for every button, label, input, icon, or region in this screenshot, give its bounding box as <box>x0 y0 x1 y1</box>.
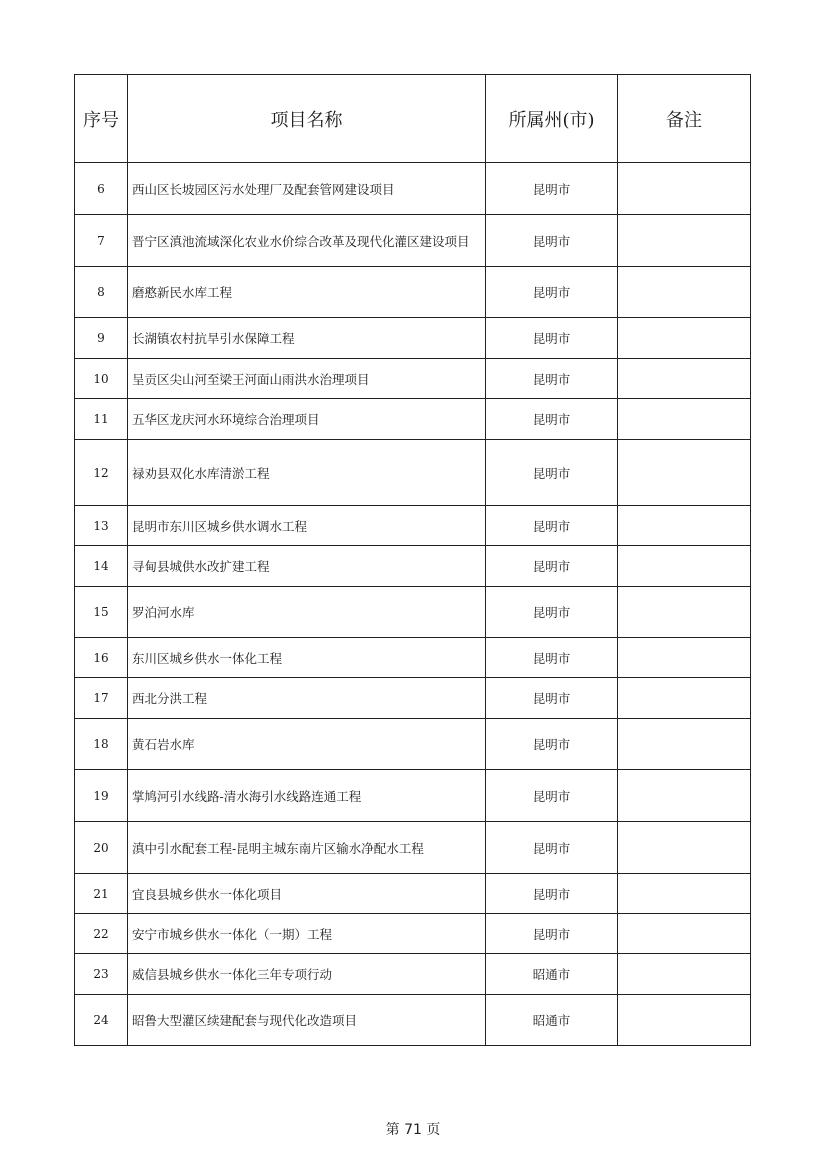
cell-note <box>618 215 751 267</box>
cell-city: 昆明市 <box>486 318 618 359</box>
table-row <box>75 719 751 770</box>
cell-no: 14 <box>75 546 128 587</box>
project-table <box>74 74 751 1046</box>
cell-project-name: 西山区长坡园区污水处理厂及配套管网建设项目 <box>128 163 486 215</box>
cell-no: 7 <box>75 215 128 267</box>
cell-city: 昆明市 <box>486 163 618 215</box>
cell-city: 昆明市 <box>486 546 618 587</box>
table-row <box>75 267 751 318</box>
header-note: 备注 <box>618 75 751 163</box>
cell-no: 22 <box>75 914 128 954</box>
cell-project-name: 昭鲁大型灌区续建配套与现代化改造项目 <box>128 995 486 1046</box>
cell-note <box>618 440 751 506</box>
cell-note <box>618 318 751 359</box>
cell-project-name: 掌鸠河引水线路-清水海引水线路连通工程 <box>128 770 486 822</box>
cell-note <box>618 546 751 587</box>
cell-project-name: 安宁市城乡供水一体化（一期）工程 <box>128 914 486 954</box>
cell-city: 昆明市 <box>486 719 618 770</box>
cell-project-name: 东川区城乡供水一体化工程 <box>128 638 486 678</box>
table-row <box>75 822 751 874</box>
cell-project-name: 禄劝县双化水库清淤工程 <box>128 440 486 506</box>
cell-city: 昭通市 <box>486 954 618 995</box>
cell-no: 15 <box>75 587 128 638</box>
table-row <box>75 506 751 546</box>
table-row <box>75 546 751 587</box>
cell-project-name: 磨憨新民水库工程 <box>128 267 486 318</box>
table-row <box>75 163 751 215</box>
cell-city: 昆明市 <box>486 822 618 874</box>
cell-city: 昆明市 <box>486 587 618 638</box>
cell-note <box>618 874 751 914</box>
cell-note <box>618 822 751 874</box>
cell-city: 昆明市 <box>486 874 618 914</box>
cell-note <box>618 638 751 678</box>
cell-project-name: 寻甸县城供水改扩建工程 <box>128 546 486 587</box>
cell-no: 23 <box>75 954 128 995</box>
cell-project-name: 五华区龙庆河水环境综合治理项目 <box>128 399 486 440</box>
cell-no: 10 <box>75 359 128 399</box>
table-row <box>75 770 751 822</box>
table-row <box>75 638 751 678</box>
header-city: 所属州(市) <box>486 75 618 163</box>
cell-project-name: 昆明市东川区城乡供水调水工程 <box>128 506 486 546</box>
cell-city: 昆明市 <box>486 678 618 719</box>
cell-note <box>618 587 751 638</box>
cell-city: 昆明市 <box>486 267 618 318</box>
table-row <box>75 359 751 399</box>
table-body <box>75 163 751 1046</box>
table-row <box>75 995 751 1046</box>
cell-city: 昭通市 <box>486 995 618 1046</box>
cell-city: 昆明市 <box>486 215 618 267</box>
cell-note <box>618 163 751 215</box>
cell-no: 11 <box>75 399 128 440</box>
table-row <box>75 678 751 719</box>
table-row <box>75 914 751 954</box>
cell-note <box>618 506 751 546</box>
cell-no: 20 <box>75 822 128 874</box>
cell-project-name: 西北分洪工程 <box>128 678 486 719</box>
cell-project-name: 长湖镇农村抗旱引水保障工程 <box>128 318 486 359</box>
table-row <box>75 440 751 506</box>
cell-no: 12 <box>75 440 128 506</box>
cell-project-name: 晋宁区滇池流域深化农业水价综合改革及现代化灌区建设项目 <box>128 215 486 267</box>
cell-city: 昆明市 <box>486 399 618 440</box>
cell-city: 昆明市 <box>486 506 618 546</box>
cell-no: 13 <box>75 506 128 546</box>
cell-no: 16 <box>75 638 128 678</box>
cell-city: 昆明市 <box>486 770 618 822</box>
header-no: 序号 <box>75 75 128 163</box>
cell-project-name: 罗泊河水库 <box>128 587 486 638</box>
cell-note <box>618 770 751 822</box>
cell-no: 24 <box>75 995 128 1046</box>
cell-project-name: 黄石岩水库 <box>128 719 486 770</box>
page-number: 第 71 页 <box>385 1122 441 1138</box>
cell-note <box>618 719 751 770</box>
cell-city: 昆明市 <box>486 359 618 399</box>
table-row <box>75 215 751 267</box>
header-name: 项目名称 <box>128 75 486 163</box>
cell-note <box>618 359 751 399</box>
cell-note <box>618 267 751 318</box>
cell-no: 18 <box>75 719 128 770</box>
table-row <box>75 954 751 995</box>
cell-project-name: 呈贡区尖山河至梁王河面山雨洪水治理项目 <box>128 359 486 399</box>
cell-no: 21 <box>75 874 128 914</box>
table-row <box>75 874 751 914</box>
cell-note <box>618 678 751 719</box>
cell-project-name: 威信县城乡供水一体化三年专项行动 <box>128 954 486 995</box>
cell-no: 8 <box>75 267 128 318</box>
cell-note <box>618 914 751 954</box>
cell-no: 6 <box>75 163 128 215</box>
cell-no: 9 <box>75 318 128 359</box>
cell-project-name: 滇中引水配套工程-昆明主城东南片区输水净配水工程 <box>128 822 486 874</box>
cell-project-name: 宜良县城乡供水一体化项目 <box>128 874 486 914</box>
cell-note <box>618 995 751 1046</box>
table-row <box>75 399 751 440</box>
table-row <box>75 318 751 359</box>
cell-note <box>618 954 751 995</box>
cell-city: 昆明市 <box>486 440 618 506</box>
table-row <box>75 587 751 638</box>
cell-note <box>618 399 751 440</box>
cell-no: 17 <box>75 678 128 719</box>
cell-no: 19 <box>75 770 128 822</box>
cell-city: 昆明市 <box>486 914 618 954</box>
header-row <box>75 75 751 163</box>
cell-city: 昆明市 <box>486 638 618 678</box>
